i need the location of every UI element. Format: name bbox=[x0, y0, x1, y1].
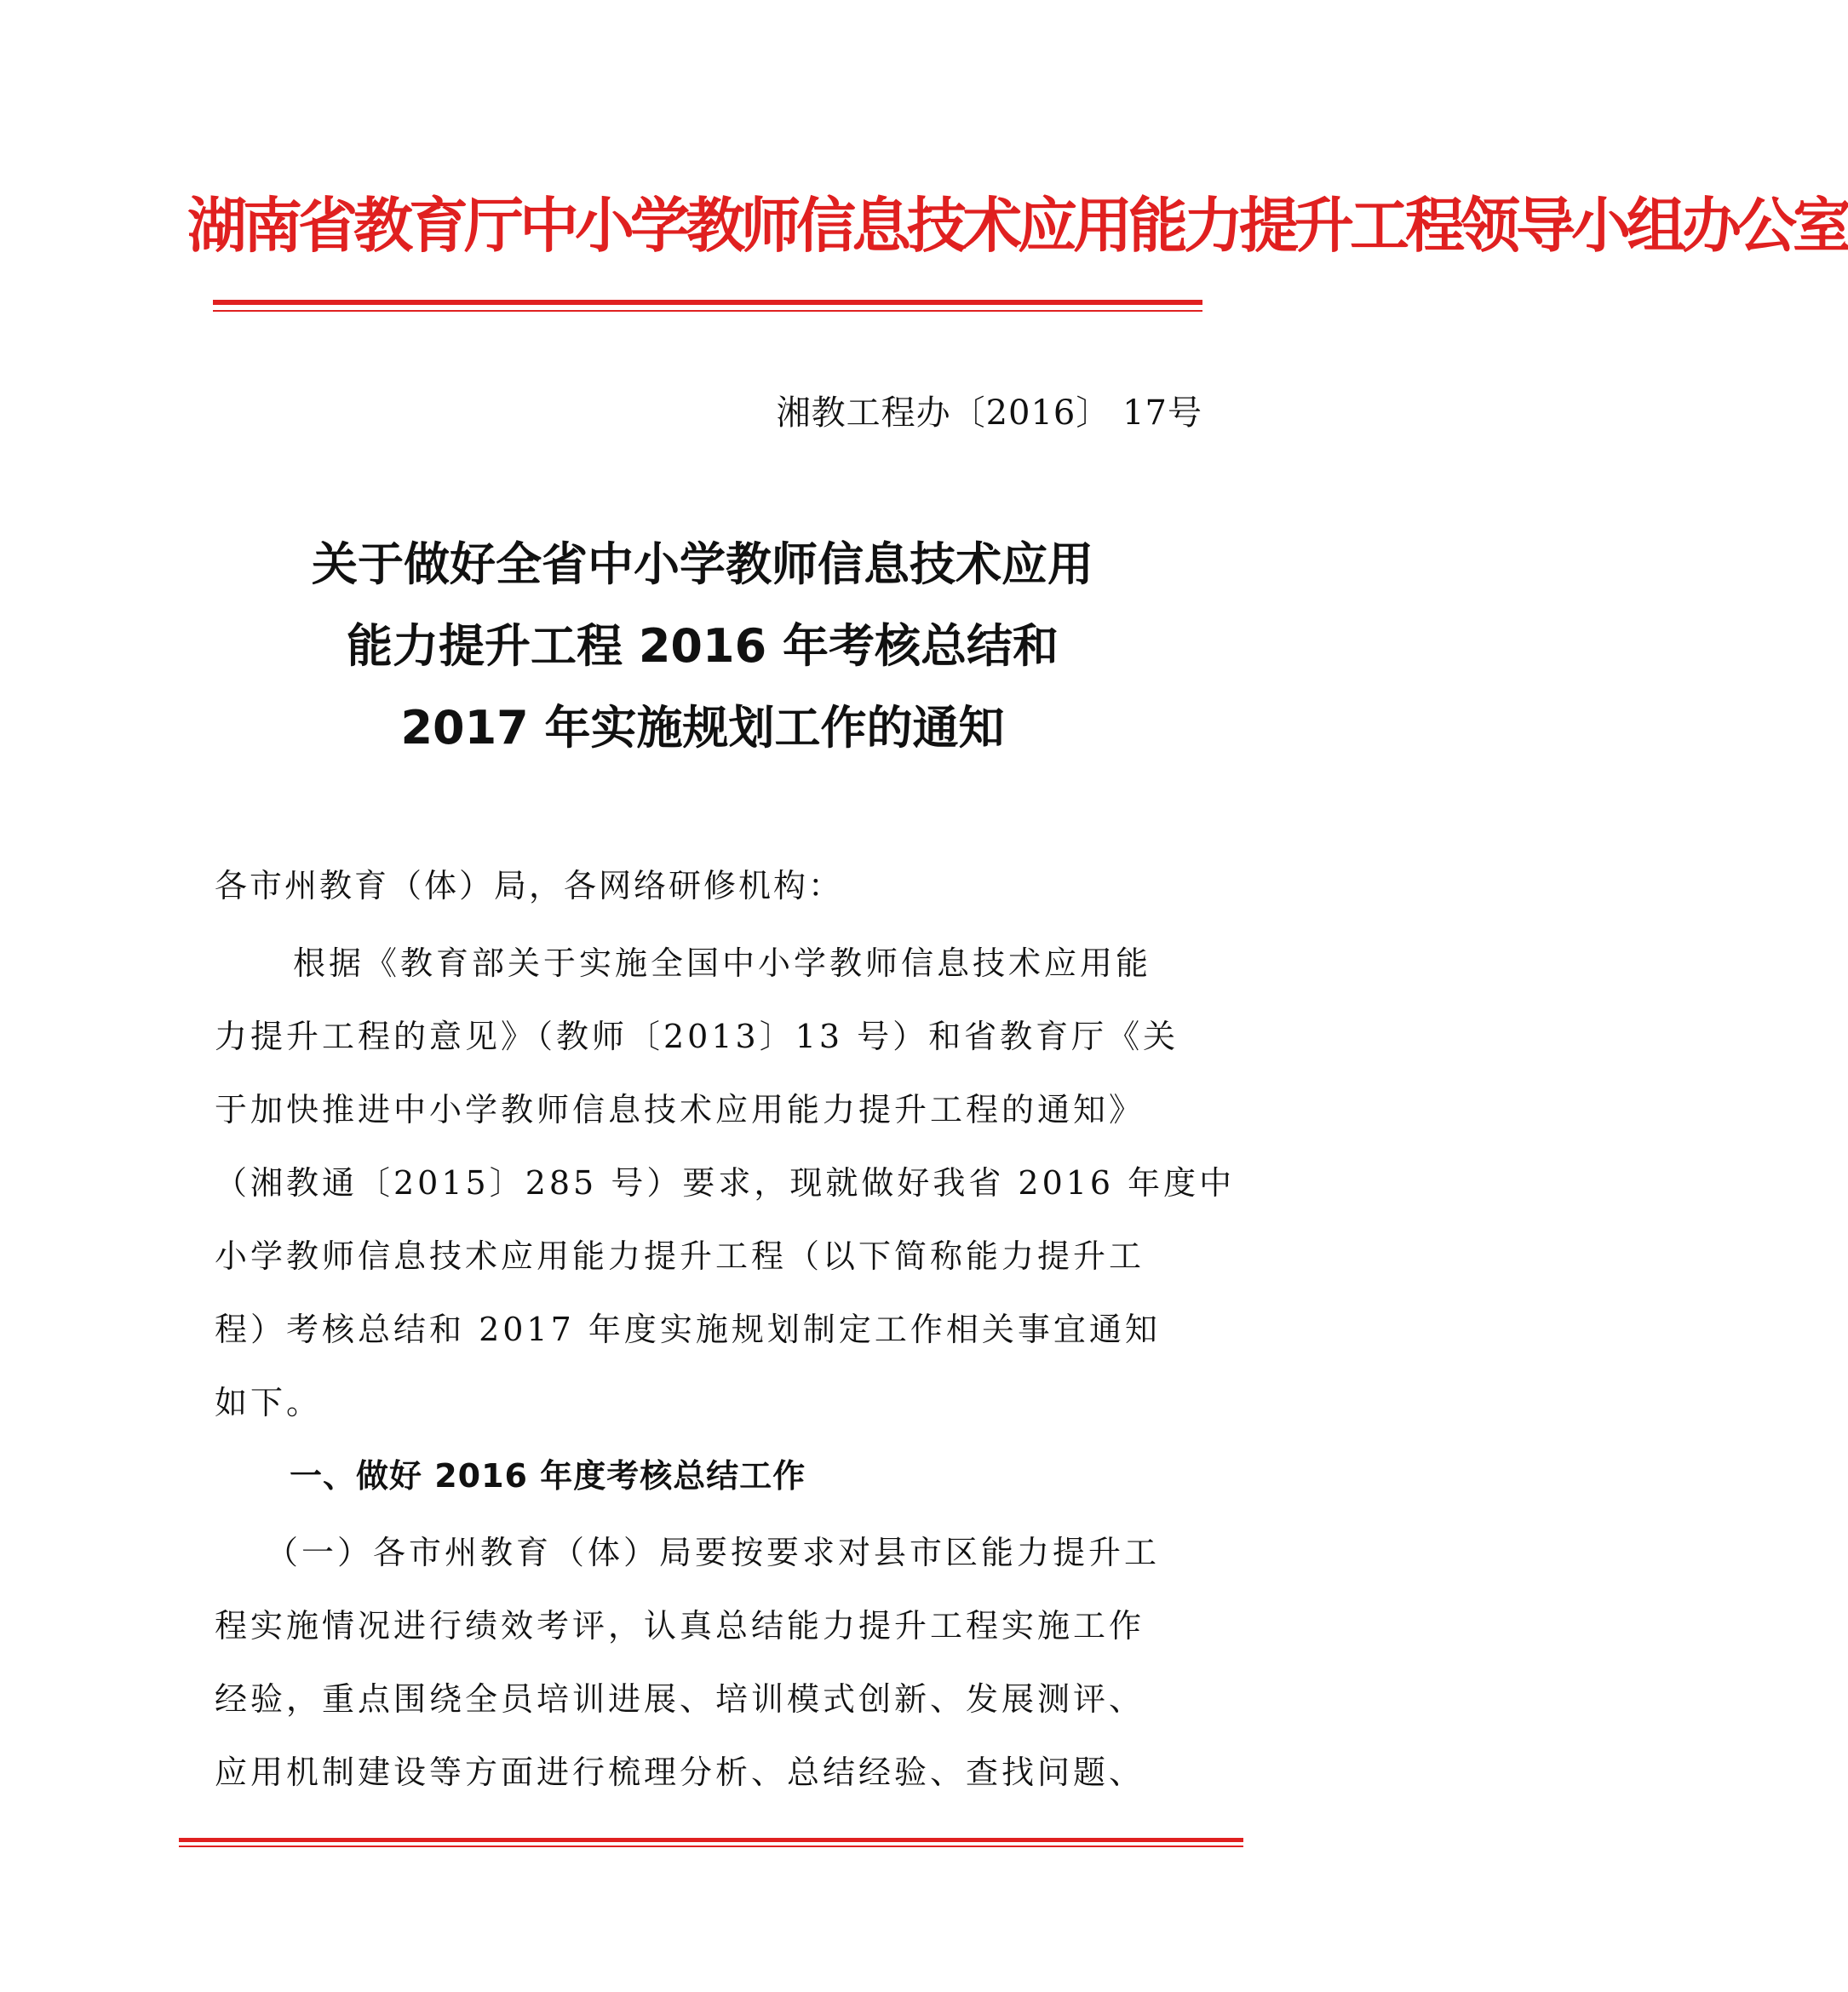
paragraph-line: 程实施情况进行绩效考评，认真总结能力提升工程实施工作 bbox=[215, 1607, 1145, 1645]
title-line-3: 2017 年实施规划工作的通知 bbox=[400, 701, 1005, 755]
paragraph-section-1 bbox=[215, 1516, 1207, 1809]
paragraph-intro bbox=[215, 927, 1236, 1439]
red-footer-rule-thin bbox=[179, 1846, 1243, 1847]
red-header-rule-thin bbox=[213, 310, 1202, 312]
title-line-2: 能力提升工程 2016 年考核总结和 bbox=[347, 619, 1059, 673]
paragraph-line: 应用机制建设等方面进行梳理分析、总结经验、查找问题、 bbox=[215, 1754, 1145, 1791]
paragraph-line: （湘教通〔2015〕285 号）要求，现就做好我省 2016 年度中 bbox=[215, 1164, 1236, 1202]
paragraph-line: 于加快推进中小学教师信息技术应用能力提升工程的通知》 bbox=[215, 1091, 1145, 1128]
red-header-rule-thick bbox=[213, 300, 1202, 305]
title-line-1: 关于做好全省中小学教师信息技术应用 bbox=[312, 537, 1093, 591]
section-heading-1: 一、做好 2016 年度考核总结工作 bbox=[290, 1457, 806, 1495]
paragraph-line: 程）考核总结和 2017 年度实施规划制定工作相关事宜通知 bbox=[215, 1311, 1161, 1348]
paragraph-line: 小学教师信息技术应用能力提升工程（以下简称能力提升工 bbox=[215, 1237, 1145, 1275]
paragraph-line: 力提升工程的意见》（教师〔2013〕13 号）和省教育厅《关 bbox=[215, 1018, 1179, 1055]
org-header: 湖南省教育厅中小学教师信息技术应用能力提升工程领导小组办公室 bbox=[187, 191, 1848, 261]
paragraph-line: 经验，重点围绕全员培训进展、培训模式创新、发展测评、 bbox=[215, 1680, 1145, 1718]
paragraph-line: 如下。 bbox=[215, 1384, 323, 1421]
addressee: 各市州教育（体）局，各网络研修机构： bbox=[215, 867, 844, 904]
paragraph-line: 根据《教育部关于实施全国中小学教师信息技术应用能 bbox=[293, 944, 1152, 982]
red-footer-rule-thick bbox=[179, 1838, 1243, 1842]
paragraph-line: （一）各市州教育（体）局要按要求对县市区能力提升工 bbox=[266, 1534, 1161, 1571]
document-title bbox=[196, 524, 1209, 769]
document-number: 湘教工程办〔2016〕 17号 bbox=[776, 393, 1202, 433]
